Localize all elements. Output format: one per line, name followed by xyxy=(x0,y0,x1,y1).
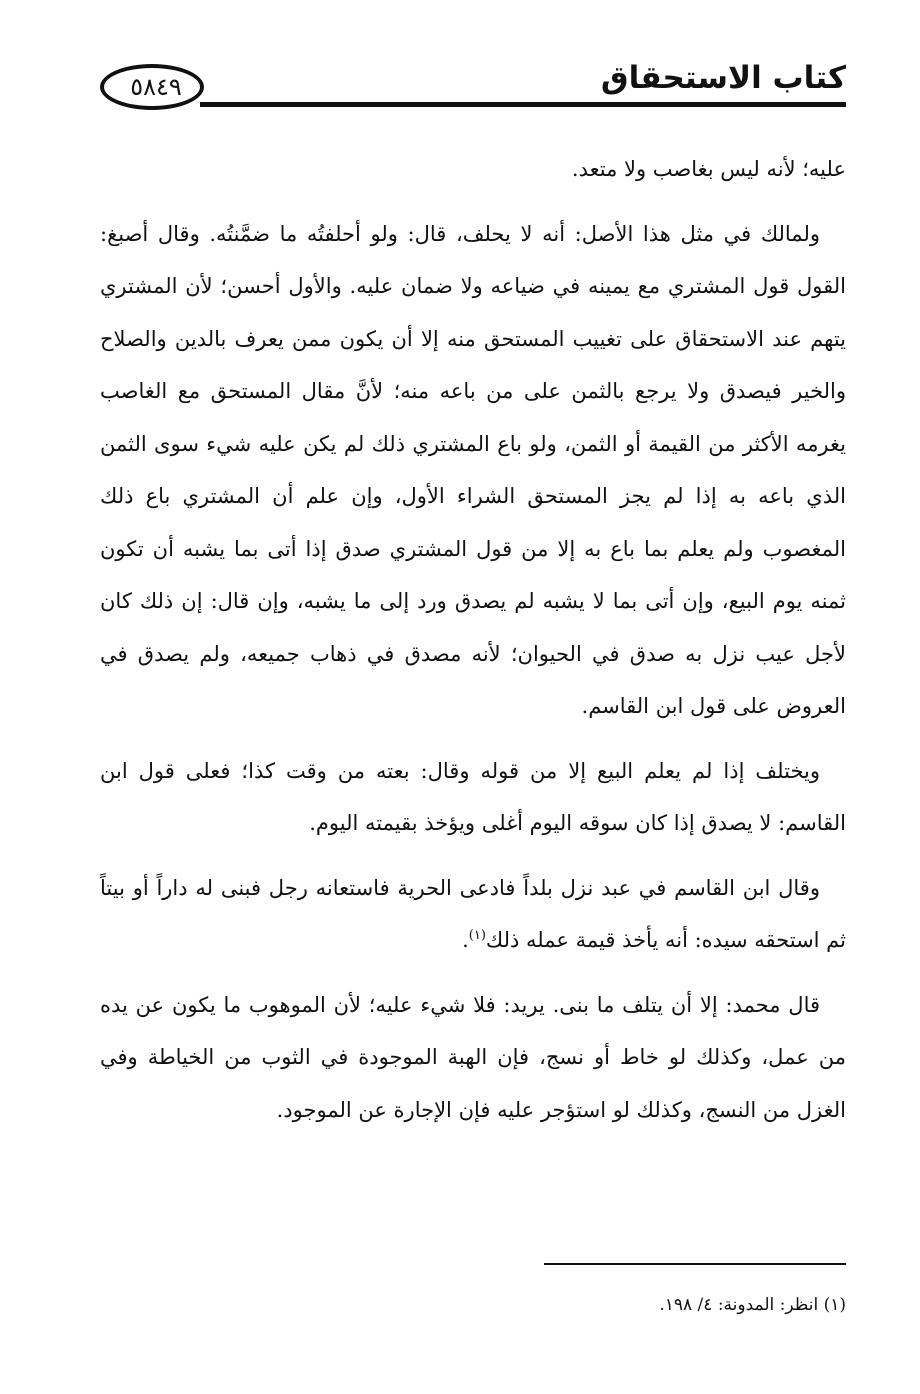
paragraph xyxy=(100,979,846,1137)
paragraph xyxy=(100,745,846,850)
main-text xyxy=(100,143,846,1148)
paragraph-text: ولمالك في مثل هذا الأصل: أنه لا يحلف، قال: ولو أحلفتُه ما ضمَّنتُه. وقال أصبغ: القول قول المشتري مع يمينه في ضياعه ولا ضمان عليه. والأول أحسن؛ لأن المشتري يتهم عند الاستحقاق على تغييب المستحق منه إلا أن يكون ممن يعرف بالدين والصلاح والخير فيصدق ولا يرجع بالثمن على من باعه منه؛ لأنَّ مقال المستحق مع الغاصب يغرمه الأكثر من القيمة أو الثمن، ولو باع المشتري ذلك لم يكن عليه شيء سوى الثمن الذي باعه به إذا لم يجز المستحق الشراء الأول، وإن علم أن المشتري باع ذلك المغصوب ولم يعلم بما باع به إلا من قول المشتري صدق إذا أتى بما يشبه أن تكون ثمنه يوم البيع، وإن أتى بما لا يشبه لم يصدق ورد إلى ما يشبه، وإن قال: إن ذلك كان لأجل عيب نزل به صدق في الحيوان؛ لأنه مصدق في ذهاب جميعه، ولم يصدق في العروض على قول ابن القاسم. xyxy=(100,221,846,718)
paragraph-text: عليه؛ لأنه ليس بغاصب ولا متعد. xyxy=(571,157,846,181)
header-rule xyxy=(200,102,846,107)
footnote-reference[interactable]: (١) xyxy=(468,928,486,943)
paragraph-end-punctuation: . xyxy=(462,928,469,952)
paragraph-text: قال محمد: إلا أن يتلف ما بنى. يريد: فلا شيء عليه؛ لأن الموهوب ما يكون عن يده من عمل، وكذلك لو خاط أو نسج، فإن الهبة الموجودة في الثوب من الخياطة وفي الغزل من النسج، وكذلك لو استؤجر عليه فإن الإجارة عن الموجود. xyxy=(100,992,846,1122)
page-header xyxy=(100,52,846,116)
page-number-oval xyxy=(100,64,204,110)
book-title: كتاب الاستحقاق xyxy=(600,60,846,96)
page-number: ٥٨٤٩ xyxy=(130,73,182,101)
footnote-separator xyxy=(544,1263,846,1265)
paragraph-text: ويختلف إذا لم يعلم البيع إلا من قوله وقال: بعته من وقت كذا؛ فعلى قول ابن القاسم: لا يصدق إذا كان سوقه اليوم أغلى ويؤخذ بقيمته اليوم. xyxy=(100,758,846,835)
paragraph-text: وقال ابن القاسم في عبد نزل بلداً فادعى الحرية فاستعانه رجل فبنى له داراً أو بيتاً ثم استحقه سيده: أنه يأخذ قيمة عمله ذلك xyxy=(100,875,846,952)
paragraph xyxy=(100,143,846,196)
footnote: (١) انظر: المدونة: ٤/ ١٩٨. xyxy=(659,1295,846,1315)
paragraph xyxy=(100,862,846,967)
paragraph xyxy=(100,208,846,733)
